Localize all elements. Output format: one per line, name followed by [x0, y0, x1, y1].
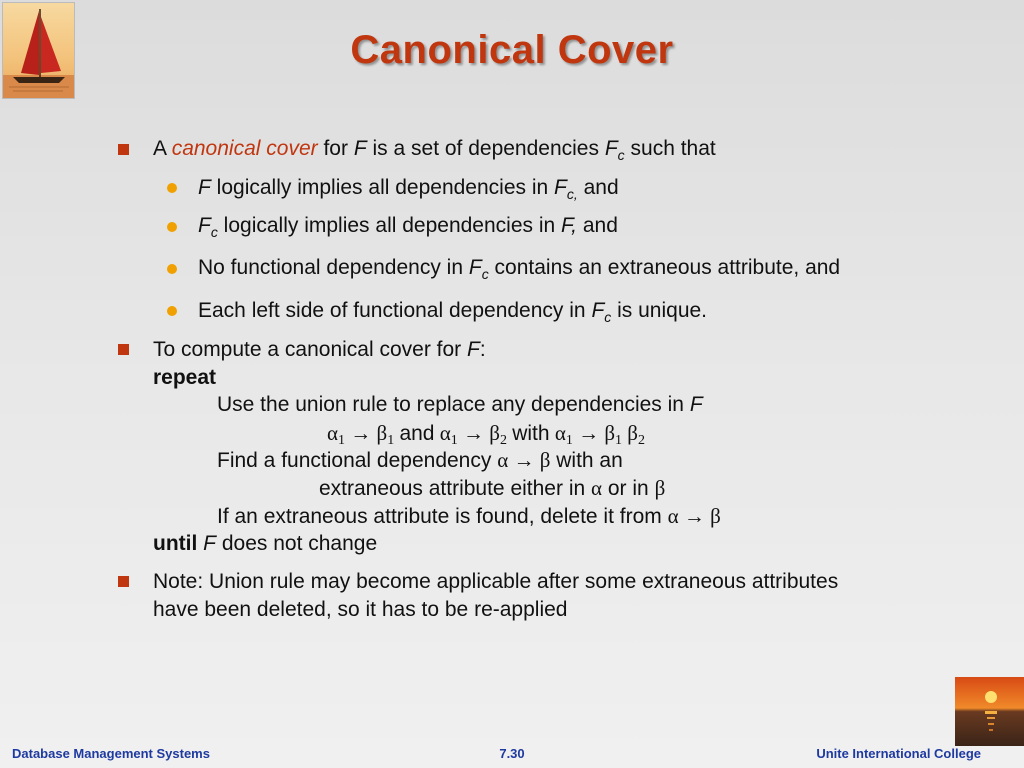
compute-text: To compute a canonical cover for: [153, 338, 462, 361]
sub-bullet-4: [198, 297, 707, 331]
arrow-symbol: →: [350, 421, 372, 445]
symbol-Fc: F: [591, 299, 605, 322]
symbol-F: F: [689, 393, 703, 416]
dot-bullet-icon: [167, 264, 177, 274]
symbol-F: F,: [561, 214, 578, 237]
sub-bullet-text: No functional dependency in: [198, 256, 464, 279]
symbol-F: F: [353, 137, 367, 160]
square-bullet-icon: [118, 576, 129, 587]
arrow-symbol: →: [578, 421, 600, 445]
subscript-c: c: [481, 266, 489, 282]
sub-bullet-2: [198, 212, 618, 246]
subscript-2: 2: [499, 433, 507, 448]
subscript-c: c: [210, 224, 218, 240]
sub-bullet-rest: is unique.: [617, 299, 708, 322]
algo-text: Use the union rule to replace any dependencies in: [217, 393, 684, 416]
bullet-canonical-definition: [153, 135, 716, 169]
keyword-until: until: [153, 532, 198, 555]
algo-line-delete: [217, 502, 721, 531]
subscript-2: 2: [637, 433, 645, 448]
subscript-c: c: [604, 309, 612, 325]
term-canonical-cover: canonical cover: [171, 137, 318, 160]
text-such-that: such that: [630, 137, 716, 160]
dot-bullet-icon: [167, 306, 177, 316]
footer-course-name: Database Management Systems: [12, 746, 210, 761]
text-definition: is a set of dependencies: [372, 137, 599, 160]
beta-symbol: β: [654, 476, 666, 500]
dot-bullet-icon: [167, 183, 177, 193]
algo-line-extraneous: [319, 474, 665, 503]
alpha-symbol: α: [439, 421, 451, 445]
bullet-compute-intro: [153, 336, 486, 364]
symbol-F: F: [467, 338, 480, 361]
sub-bullet-3: [198, 254, 840, 288]
symbol-F: F: [203, 532, 216, 555]
beta-symbol: β: [627, 421, 638, 445]
text-a: A: [153, 137, 166, 160]
symbol-Fc: F: [554, 176, 567, 199]
algo-line-until: [153, 530, 377, 558]
subscript-1: 1: [615, 433, 623, 448]
text-or-in: or in: [607, 477, 649, 500]
arrow-symbol: →: [463, 421, 485, 445]
subscript-1: 1: [338, 433, 346, 448]
algo-text: extraneous attribute either in: [319, 477, 586, 500]
subscript-c: c,: [566, 186, 578, 202]
fd-expression: α → β: [667, 504, 721, 528]
alpha-symbol: α: [327, 421, 339, 445]
colon: :: [479, 338, 486, 361]
bullet-note-line1: Note: Union rule may become applicable after some extraneous attributes: [153, 570, 839, 593]
sub-bullet-text: logically implies all dependencies in: [223, 214, 556, 237]
algo-text-rest: with an: [556, 449, 623, 472]
symbol-Fc: F: [468, 256, 482, 279]
symbol-F: F: [198, 176, 211, 199]
square-bullet-icon: [118, 144, 129, 155]
beta-symbol: β: [489, 421, 500, 445]
bullet-note-line2: have been deleted, so it has to be re-applied: [153, 598, 568, 621]
keyword-repeat: repeat: [153, 366, 217, 389]
slide-title: Canonical Cover: [350, 28, 674, 72]
subscript-1: 1: [565, 433, 573, 448]
alpha-symbol: α: [554, 421, 566, 445]
sub-bullet-text: logically implies all dependencies in: [216, 176, 549, 199]
fd-expression: α → β: [497, 448, 551, 472]
text-for: for: [323, 137, 348, 160]
square-bullet-icon: [118, 344, 129, 355]
subscript-1: 1: [450, 433, 458, 448]
dot-bullet-icon: [167, 222, 177, 232]
algo-line-find: [217, 446, 623, 475]
footer-institution: Unite International College: [816, 746, 981, 761]
sub-bullet-text: Each left side of functional dependency in: [198, 299, 586, 322]
subscript-c: c: [617, 147, 625, 163]
sub-bullet-1: [198, 174, 619, 208]
text-with: with: [512, 422, 550, 445]
beta-symbol: β: [376, 421, 388, 445]
text-and: and: [583, 176, 619, 199]
text-and: and: [399, 422, 435, 445]
algo-text: Find a functional dependency: [217, 449, 492, 472]
symbol-Fc: F: [198, 214, 211, 237]
algo-line-union: [217, 391, 703, 419]
algo-text: If an extraneous attribute is found, delete it from: [217, 505, 662, 528]
beta-symbol: β: [604, 421, 616, 445]
footer-slide-number: 7.30: [499, 746, 525, 761]
symbol-Fc: F: [604, 137, 618, 160]
alpha-symbol: α: [591, 476, 603, 500]
sub-bullet-rest: contains an extraneous attribute, and: [494, 256, 841, 279]
text-and: and: [582, 214, 618, 237]
algo-text-rest: does not change: [221, 532, 378, 555]
subscript-1: 1: [387, 433, 395, 448]
